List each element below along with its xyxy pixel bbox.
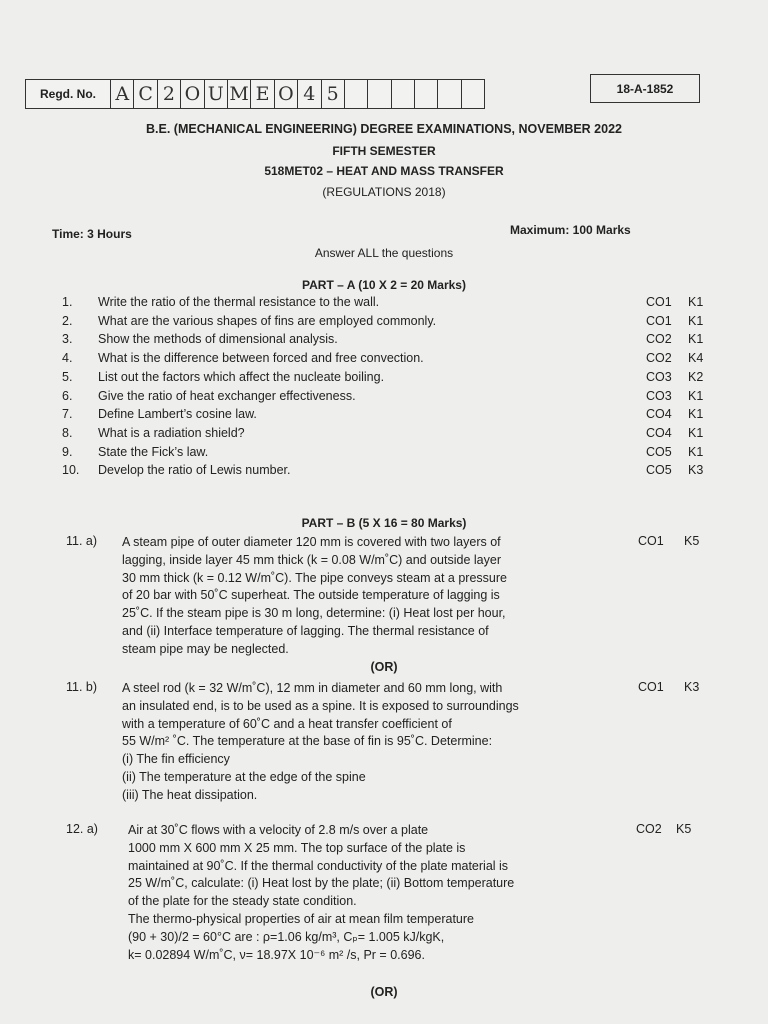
question-number: 6.: [62, 388, 73, 403]
text-line: of the plate for the steady state condition.: [128, 894, 357, 909]
part-a-heading: PART – A (10 X 2 = 20 Marks): [302, 278, 466, 292]
text-line: an insulated end, is to be used as a spine. It is exposed to surroundings: [122, 698, 519, 713]
regd-no-cell: O: [275, 80, 298, 108]
text-line: (ii) The temperature at the edge of the spine: [122, 769, 366, 784]
text-line: and (ii) Interface temperature of lagging. The thermal resistance of: [122, 623, 489, 638]
or-separator: (OR): [370, 985, 398, 999]
course-outcome: CO3: [646, 369, 672, 384]
knowledge-level: K1: [688, 407, 704, 422]
question-number: 11. b): [66, 680, 98, 694]
knowledge-level: K1: [688, 332, 704, 347]
text-line: 25˚C. If the steam pipe is 30 m long, determine: (i) Heat lost per hour,: [122, 606, 506, 621]
text-line: A steam pipe of outer diameter 120 mm is covered with two layers of: [122, 535, 501, 549]
question-paper-code: 18-A-1852: [590, 74, 700, 103]
regd-no-cell: 5: [322, 80, 345, 108]
course-outcome: CO5: [646, 463, 672, 478]
regd-no-cell: C: [134, 80, 157, 108]
regd-no-cell: M: [228, 80, 251, 108]
regd-no-cell: [415, 80, 438, 108]
question-number: 4.: [62, 351, 73, 366]
question-text: [128, 822, 592, 964]
text-line: 55 W/m² ˚C. The temperature at the base of fin is 95˚C. Determine:: [122, 734, 493, 749]
course-outcome: CO1: [646, 313, 672, 328]
text-line: 1000 mm X 600 mm X 25 mm. The top surface of the plate is: [128, 840, 466, 855]
course-outcome: CO2: [636, 822, 662, 836]
knowledge-level: K1: [688, 388, 704, 403]
knowledge-level: K3: [688, 463, 704, 478]
text-line: (90 + 30)/2 = 60°C are : ρ=1.06 kg/m³, Cₚ= 1.005 kJ/kgK,: [128, 929, 445, 944]
part-a-question: [62, 463, 712, 482]
text-line: A steel rod (k = 32 W/m˚C), 12 mm in diameter and 60 mm long, with: [122, 681, 503, 695]
question-number: 10.: [62, 463, 80, 478]
exam-title: B.E. (MECHANICAL ENGINEERING) DEGREE EXAMINATIONS, NOVEMBER 2022: [146, 122, 622, 136]
course-title: 518MET02 – HEAT AND MASS TRANSFER: [264, 164, 504, 178]
question-text: List out the factors which affect the nucleate boiling.: [98, 369, 385, 384]
part-b-heading: PART – B (5 X 16 = 80 Marks): [301, 516, 467, 530]
course-outcome: CO1: [646, 295, 672, 309]
semester: FIFTH SEMESTER: [332, 144, 436, 158]
regd-no-cell: [438, 80, 461, 108]
regd-no-cell: 2: [158, 80, 181, 108]
course-outcome: CO2: [646, 332, 672, 347]
part-a-question: [62, 314, 712, 333]
knowledge-level: K3: [684, 680, 700, 694]
part-a-question: [62, 351, 712, 370]
course-outcome: CO1: [638, 680, 664, 694]
text-line: lagging, inside layer 45 mm thick (k = 0.08 W/m˚C) and outside layer: [122, 552, 501, 567]
course-outcome: CO1: [638, 534, 664, 548]
part-a-question: [62, 389, 712, 408]
part-a-question: [62, 295, 712, 314]
part-a-question: [62, 407, 712, 426]
text-line: 25 W/m˚C, calculate: (i) Heat lost by the plate; (ii) Bottom temperature: [128, 876, 515, 891]
regd-no-label: Regd. No.: [26, 80, 111, 108]
text-line: k= 0.02894 W/m˚C, ν= 18.97X 10⁻⁶ m² /s, Pr = 0.696.: [128, 947, 425, 962]
question-number: 3.: [62, 332, 73, 347]
regd-no-box: [25, 79, 485, 109]
regd-no-cell: A: [111, 80, 134, 108]
regd-no-cell: U: [205, 80, 228, 108]
knowledge-level: K2: [688, 369, 704, 384]
text-line: steam pipe may be neglected.: [122, 641, 289, 656]
text-line: maintained at 90˚C. If the thermal conductivity of the plate material is: [128, 858, 509, 873]
or-separator: (OR): [370, 660, 398, 674]
question-number: 9.: [62, 444, 73, 459]
question-text: What are the various shapes of fins are employed commonly.: [98, 313, 437, 328]
question-text: Develop the ratio of Lewis number.: [98, 463, 291, 478]
knowledge-level: K5: [676, 822, 692, 836]
regd-no-cell: [368, 80, 391, 108]
question-number: 8.: [62, 425, 73, 440]
part-a-question: [62, 445, 712, 464]
question-text: [122, 534, 592, 659]
knowledge-level: K1: [688, 313, 704, 328]
course-outcome: CO5: [646, 444, 672, 459]
question-number: 12. a): [66, 822, 98, 836]
text-line: 30 mm thick (k = 0.12 W/m˚C). The pipe conveys steam at a pressure: [122, 570, 507, 585]
course-outcome: CO4: [646, 425, 672, 440]
question-text: [122, 680, 592, 805]
text-line: with a temperature of 60˚C and a heat transfer coefficient of: [122, 716, 452, 731]
question-text: Write the ratio of the thermal resistance to the wall.: [98, 295, 380, 309]
course-outcome: CO2: [646, 351, 672, 366]
text-line: The thermo-physical properties of air at mean film temperature: [128, 911, 474, 926]
maximum-marks: Maximum: 100 Marks: [510, 223, 631, 237]
text-line: (i) The fin efficiency: [122, 752, 230, 767]
regd-no-cell: 4: [298, 80, 321, 108]
question-number: 11. a): [66, 534, 98, 548]
question-number: 5.: [62, 369, 73, 384]
question-text: State the Fick’s law.: [98, 444, 209, 459]
regd-no-cell: [345, 80, 368, 108]
knowledge-level: K1: [688, 444, 704, 459]
knowledge-level: K1: [688, 295, 704, 309]
regd-no-cell: [462, 80, 484, 108]
time-allowed: Time: 3 Hours: [52, 227, 132, 241]
question-number: 1.: [62, 295, 73, 309]
regd-no-cells: [111, 80, 484, 108]
knowledge-level: K4: [688, 351, 704, 366]
question-text: Give the ratio of heat exchanger effectiveness.: [98, 388, 356, 403]
regulations: (REGULATIONS 2018): [322, 185, 446, 199]
instruction: Answer ALL the questions: [314, 246, 454, 260]
text-line: of 20 bar with 50˚C superheat. The outside temperature of lagging is: [122, 588, 500, 603]
question-text: Show the methods of dimensional analysis.: [98, 332, 338, 347]
regd-no-cell: O: [181, 80, 204, 108]
question-text: What is a radiation shield?: [98, 425, 245, 440]
part-a-question: [62, 426, 712, 445]
question-number: 7.: [62, 407, 73, 422]
question-text: What is the difference between forced and free convection.: [98, 351, 424, 366]
knowledge-level: K5: [684, 534, 700, 548]
text-line: Air at 30˚C flows with a velocity of 2.8 m/s over a plate: [128, 823, 429, 837]
course-outcome: CO4: [646, 407, 672, 422]
regd-no-cell: E: [251, 80, 274, 108]
regd-no-cell: [392, 80, 415, 108]
text-line: (iii) The heat dissipation.: [122, 787, 258, 802]
knowledge-level: K1: [688, 425, 704, 440]
part-a-question: [62, 332, 712, 351]
question-text: Define Lambert’s cosine law.: [98, 407, 257, 422]
part-a-question: [62, 370, 712, 389]
question-number: 2.: [62, 313, 73, 328]
course-outcome: CO3: [646, 388, 672, 403]
